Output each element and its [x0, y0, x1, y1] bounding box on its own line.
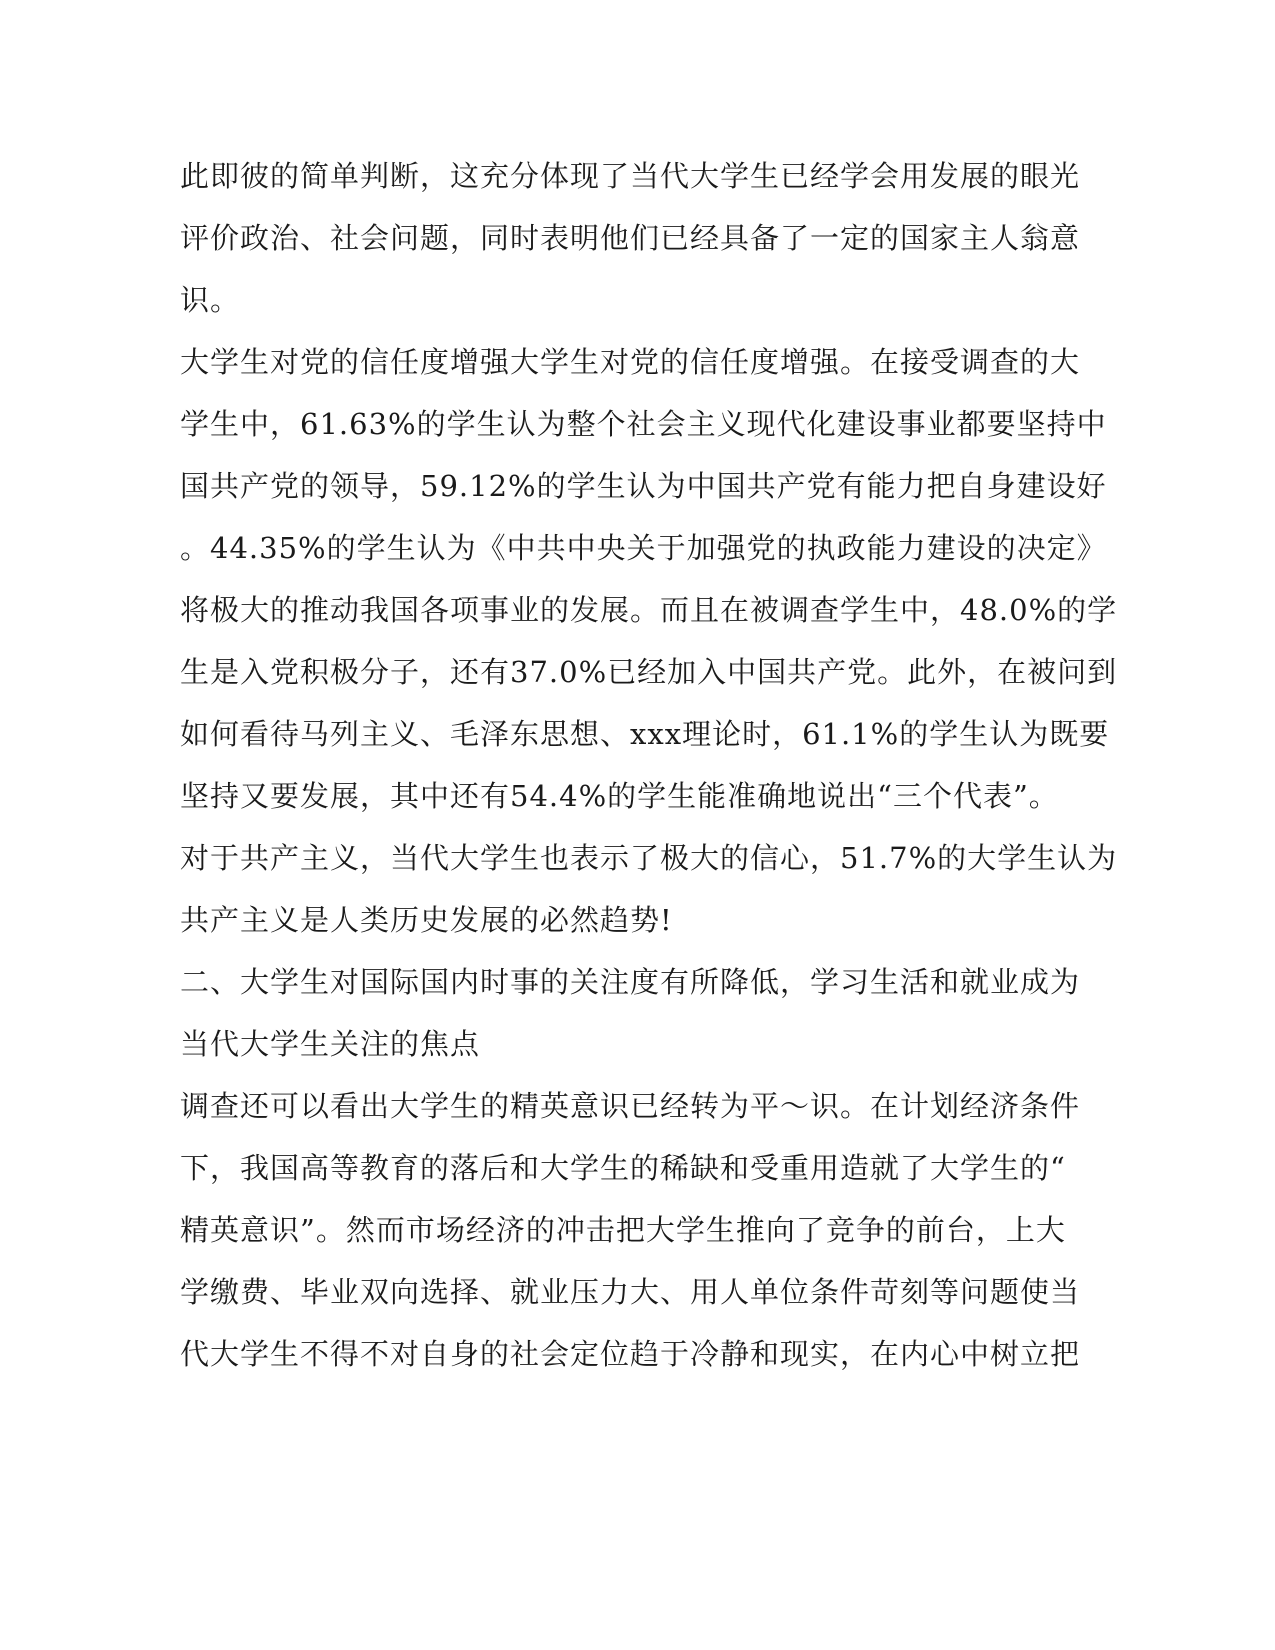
text-line: 国共产党的领导，59.12%的学生认为中国共产党有能力把自身建设好 [180, 469, 1107, 503]
section-heading-line: 二、大学生对国际国内时事的关注度有所降低，学习生活和就业成为 [180, 965, 1081, 999]
text-line: 识。 [180, 283, 241, 317]
text-line: 如何看待马列主义、毛泽东思想、xxx理论时，61.1%的学生认为既要 [180, 717, 1110, 751]
text-line: 评价政治、社会问题，同时表明他们已经具备了一定的国家主人翁意 [180, 221, 1081, 255]
text-line: 共产主义是人类历史发展的必然趋势! [180, 903, 673, 937]
text-line: 学生中，61.63%的学生认为整个社会主义现代化建设事业都要坚持中 [180, 407, 1107, 441]
text-line: 将极大的推动我国各项事业的发展。而且在被调查学生中，48.0%的学 [180, 593, 1118, 627]
text-line: 此即彼的简单判断，这充分体现了当代大学生已经学会用发展的眼光 [180, 159, 1081, 193]
text-line: 下，我国高等教育的落后和大学生的稀缺和受重用造就了大学生的“ [180, 1151, 1066, 1185]
text-line: 。44.35%的学生认为《中共中央关于加强党的执政能力建设的决定》 [180, 531, 1107, 565]
text-line: 代大学生不得不对自身的社会定位趋于冷静和现实，在内心中树立把 [180, 1337, 1081, 1371]
text-line: 精英意识”。然而市场经济的冲击把大学生推向了竞争的前台，上大 [180, 1213, 1066, 1247]
section-heading-line: 当代大学生关注的焦点 [180, 1027, 481, 1061]
text-line: 大学生对党的信任度增强大学生对党的信任度增强。在接受调查的大 [180, 345, 1081, 379]
text-line: 学缴费、毕业双向选择、就业压力大、用人单位条件苛刻等问题使当 [180, 1275, 1081, 1309]
document-body [180, 145, 1118, 1385]
text-line: 坚持又要发展，其中还有54.4%的学生能准确地说出“三个代表”。 [180, 779, 1059, 813]
text-line: 对于共产主义，当代大学生也表示了极大的信心，51.7%的大学生认为 [180, 841, 1118, 875]
text-line: 生是入党积极分子，还有37.0%已经加入中国共产党。此外，在被问到 [180, 655, 1118, 689]
text-line: 调查还可以看出大学生的精英意识已经转为平～识。在计划经济条件 [180, 1089, 1081, 1123]
